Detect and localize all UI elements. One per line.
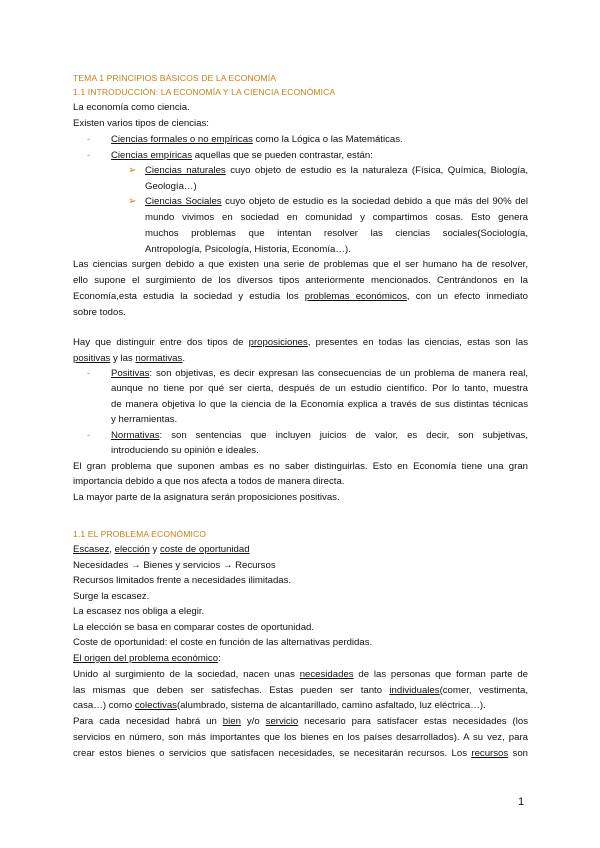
list-item-naturales: Ciencias naturales cuyo objeto de estudio es la naturaleza (Física, Química, Biología,	[145, 165, 528, 176]
list-item-naturales-cont: Geología…)	[145, 181, 197, 192]
list-item-positivas-cont: y herramientas.	[111, 414, 178, 425]
list-item-positivas-cont: de manera objetiva lo que la ciencia de la Economía explica a través de sus distintas técnicas	[111, 399, 528, 410]
paragraph-unido: Unido al surgimiento de la sociedad, nacen unas necesidades de las personas que forman parte de	[73, 669, 528, 680]
heading-introduccion: 1.1 INTRODUCCIÓN: LA ECONOMÍA Y LA CIENCIA ECONÓMICA	[73, 87, 336, 97]
paragraph-distinguir: Hay que distinguir entre dos tipos de proposiciones, presentes en todas las ciencias, estas son las	[73, 337, 528, 348]
paragraph-surgen: Las ciencias surgen debido a que existen una serie de problemas que el ser humano ha de resolver,	[73, 259, 528, 270]
paragraph: Recursos limitados frente a necesidades ilimitadas.	[73, 575, 292, 586]
paragraph-surgen: sobre todos.	[73, 307, 126, 318]
paragraph-para-cada: crear estos bienes o servicios que satisfacen necesidades, se necesitarán recursos. Los recursos son	[73, 748, 528, 759]
paragraph-para-cada: Para cada necesidad habrá un bien y/o servicio necesario para satisfacer estas necesidades (los	[73, 716, 528, 727]
list-item-empiricas: Ciencias empíricas aquellas que se pueden contrastar, están:	[111, 150, 373, 161]
arrow-bullet-icon: ➢	[128, 165, 137, 176]
paragraph-para-cada: servicios en número, son más importantes que los bienes en los países desarrollados). A su vez, para	[73, 732, 528, 743]
paragraph: La economía como ciencia.	[73, 102, 190, 113]
subheading-origen: El origen del problema económico:	[73, 653, 221, 664]
heading-tema: TEMA 1 PRINCIPIOS BÁSICOS DE LA ECONOMÍA	[73, 73, 277, 83]
paragraph: Coste de oportunidad: el coste en función de las alternativas perdidas.	[73, 637, 373, 648]
list-bullet-dash: -	[87, 134, 91, 145]
paragraph: Surge la escasez.	[73, 591, 150, 602]
paragraph: Existen varios tipos de ciencias:	[73, 118, 209, 129]
list-bullet-dash: -	[87, 430, 91, 441]
arrow-bullet-icon: ➢	[128, 196, 137, 207]
list-item-sociales-cont: mundo vivimos en sociedad en comunidad y compartimos cosas. Esto genera	[145, 212, 528, 223]
paragraph-surgen: ello supone el surgimiento de los diversos tipos anteriormente mencionados. Centrándonos en la	[73, 275, 528, 286]
page-number: 1	[518, 796, 525, 808]
paragraph: Necesidades → Bienes y servicios → Recursos	[73, 560, 276, 571]
heading-problema-economico: 1.1 EL PROBLEMA ECONÓMICO	[73, 529, 207, 539]
list-item-normativas-cont: introduciendo su opinión e ideales.	[111, 445, 259, 456]
paragraph-unido: las mismas que deben ser satisfechas. Estas pueden ser tanto individuales(comer, vestimenta,	[73, 685, 528, 696]
list-item-sociales-cont: Antropología, Psicología, Historia, Economía…).	[145, 244, 351, 255]
paragraph-unido: casa…) como colectivas(alumbrado, sistema de alcantarillado, camino asfaltado, luz eléctrica…).	[73, 700, 486, 711]
paragraph-distinguir: positivas y las normativas.	[73, 353, 185, 364]
list-item-sociales: Ciencias Sociales cuyo objeto de estudio es la sociedad debido a que más del 90% del	[145, 196, 528, 207]
list-bullet-dash: -	[87, 368, 91, 379]
paragraph-gran-problema: importancia debido a que nos afecta a todos de manera directa.	[73, 476, 345, 487]
paragraph-surgen: Economía,esta estudia la sociedad y estudia los problemas económicos, con un efecto inmediato	[73, 291, 528, 302]
subheading-escasez: Escasez, elección y coste de oportunidad	[73, 544, 250, 555]
list-item-formales: Ciencias formales o no empíricas como la Lógica o las Matemáticas.	[111, 134, 403, 145]
list-item-normativas: Normativas: son sentencias que incluyen juicios de valor, es decir, son subjetivas,	[111, 430, 528, 441]
paragraph-mayor-parte: La mayor parte de la asignatura serán proposiciones positivas.	[73, 492, 340, 503]
list-bullet-dash: -	[87, 150, 91, 161]
paragraph: La escasez nos obliga a elegir.	[73, 606, 205, 617]
paragraph: La elección se basa en comparar costes de oportunidad.	[73, 622, 315, 633]
paragraph-gran-problema: El gran problema que suponen ambas es no saber distinguirlas. Esto en Economía tiene una gran	[73, 461, 528, 472]
list-item-sociales-cont: muchos problemas que intentan resolver las ciencias sociales(Sociología,	[145, 228, 528, 239]
list-item-positivas-cont: aunque no tiene por qué ser cierta, después de un estudio científico. Por lo tanto, muestra	[111, 383, 528, 394]
list-item-positivas: Positivas: son objetivas, es decir expresan las consecuencias de un problema de manera real,	[111, 368, 528, 379]
